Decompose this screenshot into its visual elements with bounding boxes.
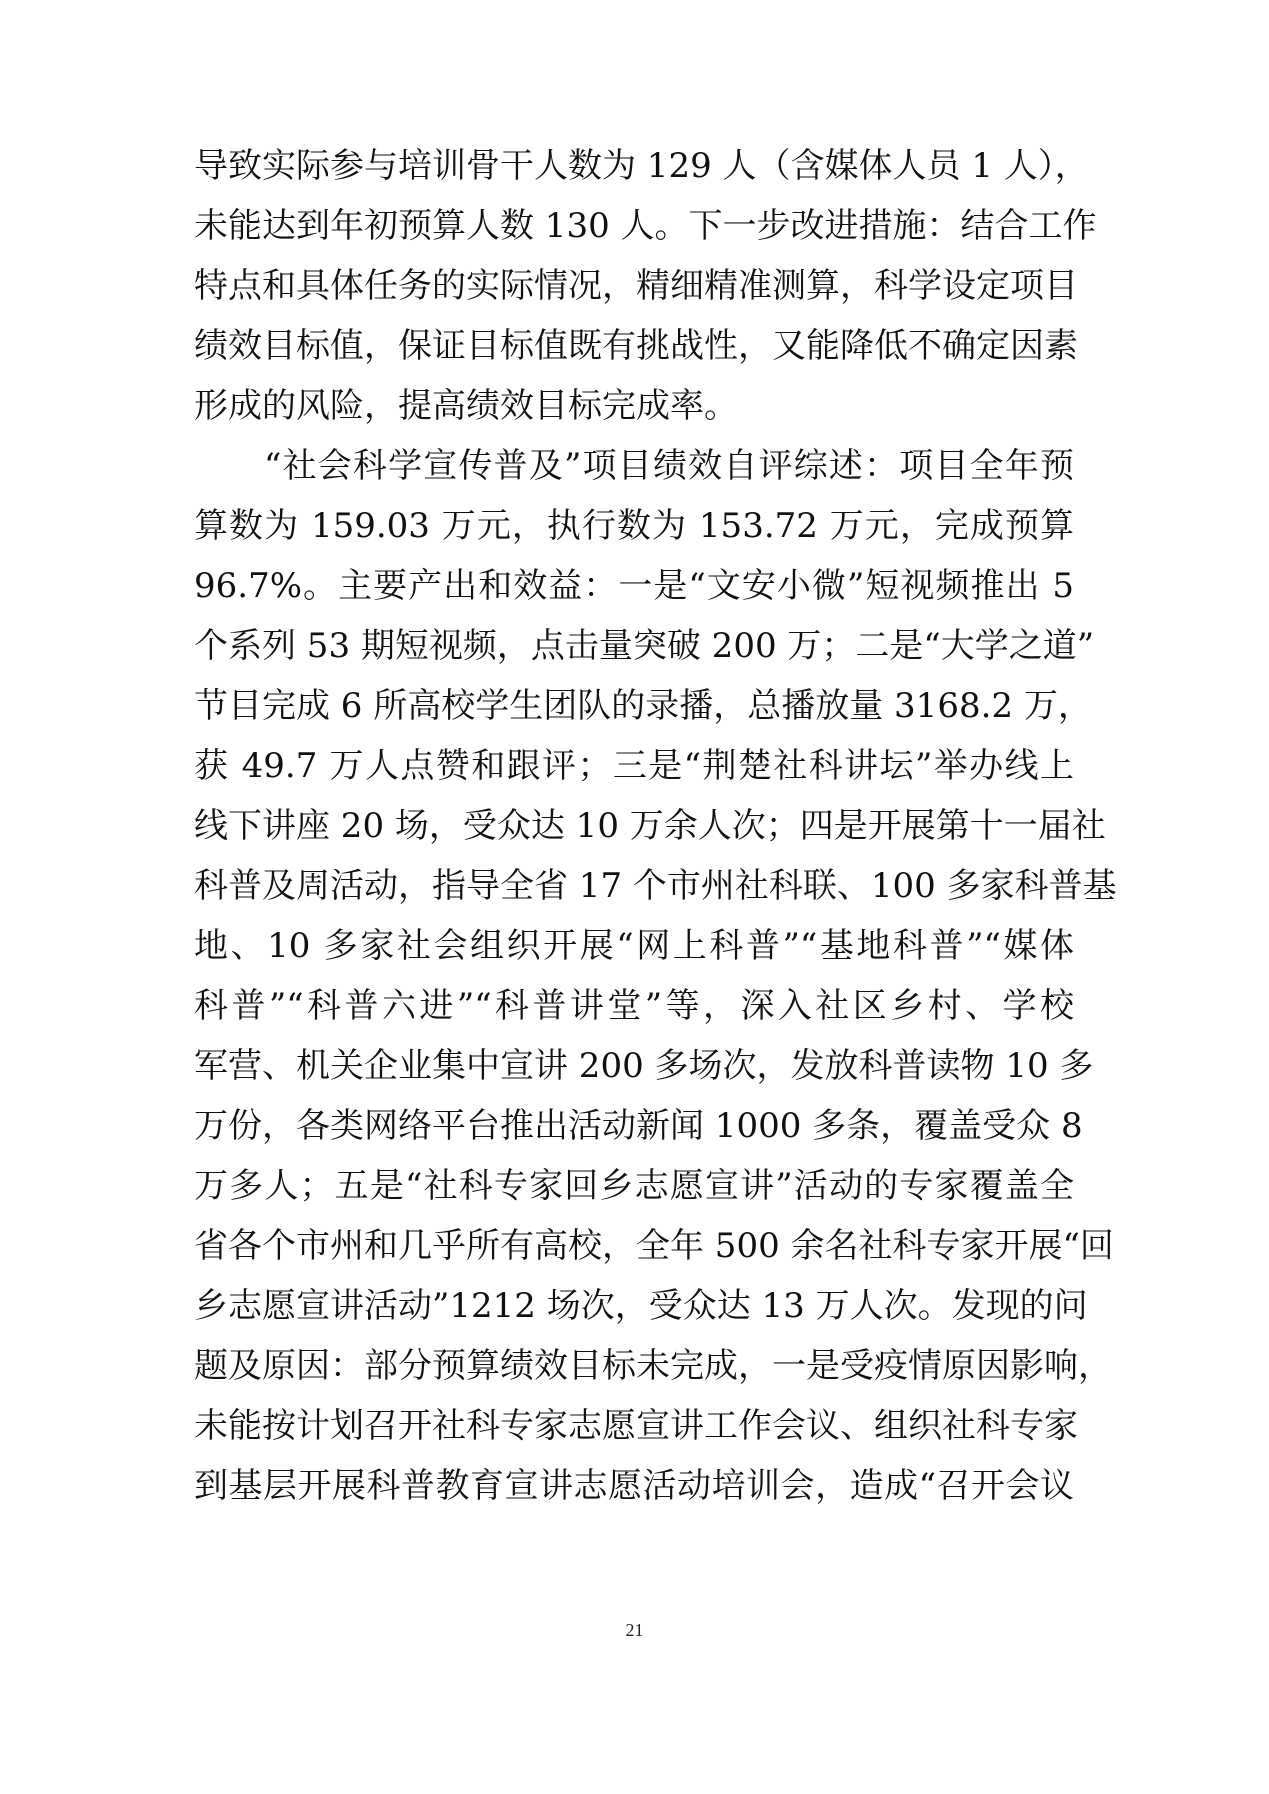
text-line-19: 省各个市州和几乎所有高校，全年 500 余名社科专家开展“回 (194, 1226, 1114, 1266)
text-line-18: 万多人；五是“社科专家回乡志愿宣讲”活动的专家覆盖全 (194, 1166, 1074, 1206)
page-number: 21 (625, 1620, 644, 1640)
text-line-1: 导致实际参与培训骨干人数为 129 人（含媒体人员 1 人）， (194, 146, 1089, 186)
text-line-22: 未能按计划召开社科专家志愿宣讲工作会议、组织社科专家 (194, 1406, 1078, 1446)
text-line-17: 万份，各类网络平台推出活动新闻 1000 多条，覆盖受众 8 (194, 1106, 1083, 1146)
text-line-11: 获 49.7 万人点赞和跟评；三是“荆楚社科讲坛”举办线上 (194, 746, 1074, 786)
text-line-7: 算数为 159.03 万元，执行数为 153.72 万元，完成预算 (194, 506, 1074, 546)
text-line-9: 个系列 53 期短视频，点击量突破 200 万；二是“大学之道” (194, 626, 1095, 666)
text-line-3: 特点和具体任务的实际情况，精细精准测算，科学设定项目 (194, 266, 1078, 306)
text-line-20: 乡志愿宣讲活动”1212 场次，受众达 13 万人次。发现的问 (194, 1286, 1088, 1326)
text-line-2: 未能达到年初预算人数 130 人。下一步改进措施：结合工作 (194, 206, 1097, 246)
text-line-21: 题及原因：部分预算绩效目标未完成，一是受疫情原因影响， (194, 1346, 1112, 1386)
text-line-10: 节目完成 6 所高校学生团队的录播，总播放量 3168.2 万， (194, 686, 1092, 726)
text-line-12: 线下讲座 20 场，受众达 10 万余人次；四是开展第十一届社 (194, 806, 1106, 846)
text-line-13: 科普及周活动，指导全省 17 个市州社科联、100 多家科普基 (194, 866, 1117, 906)
text-line-16: 军营、机关企业集中宣讲 200 多场次，发放科普读物 10 多 (194, 1046, 1094, 1086)
paragraph-start-line: “社会科学宣传普及”项目绩效自评综述：项目全年预 (264, 446, 1074, 486)
text-line-4: 绩效目标值，保证目标值既有挑战性，又能降低不确定因素 (194, 326, 1078, 366)
text-line-8: 96.7%。主要产出和效益：一是“文安小微”短视频推出 5 (194, 566, 1074, 606)
text-line-14: 地、10 多家社会组织开展“网上科普”“基地科普”“媒体 (194, 926, 1074, 966)
text-line-23: 到基层开展科普教育宣讲志愿活动培训会，造成“召开会议 (194, 1466, 1074, 1506)
text-line-15: 科普”“科普六进”“科普讲堂”等，深入社区乡村、学校 (194, 986, 1074, 1026)
text-line-5: 形成的风险，提高绩效目标完成率。 (194, 386, 738, 426)
